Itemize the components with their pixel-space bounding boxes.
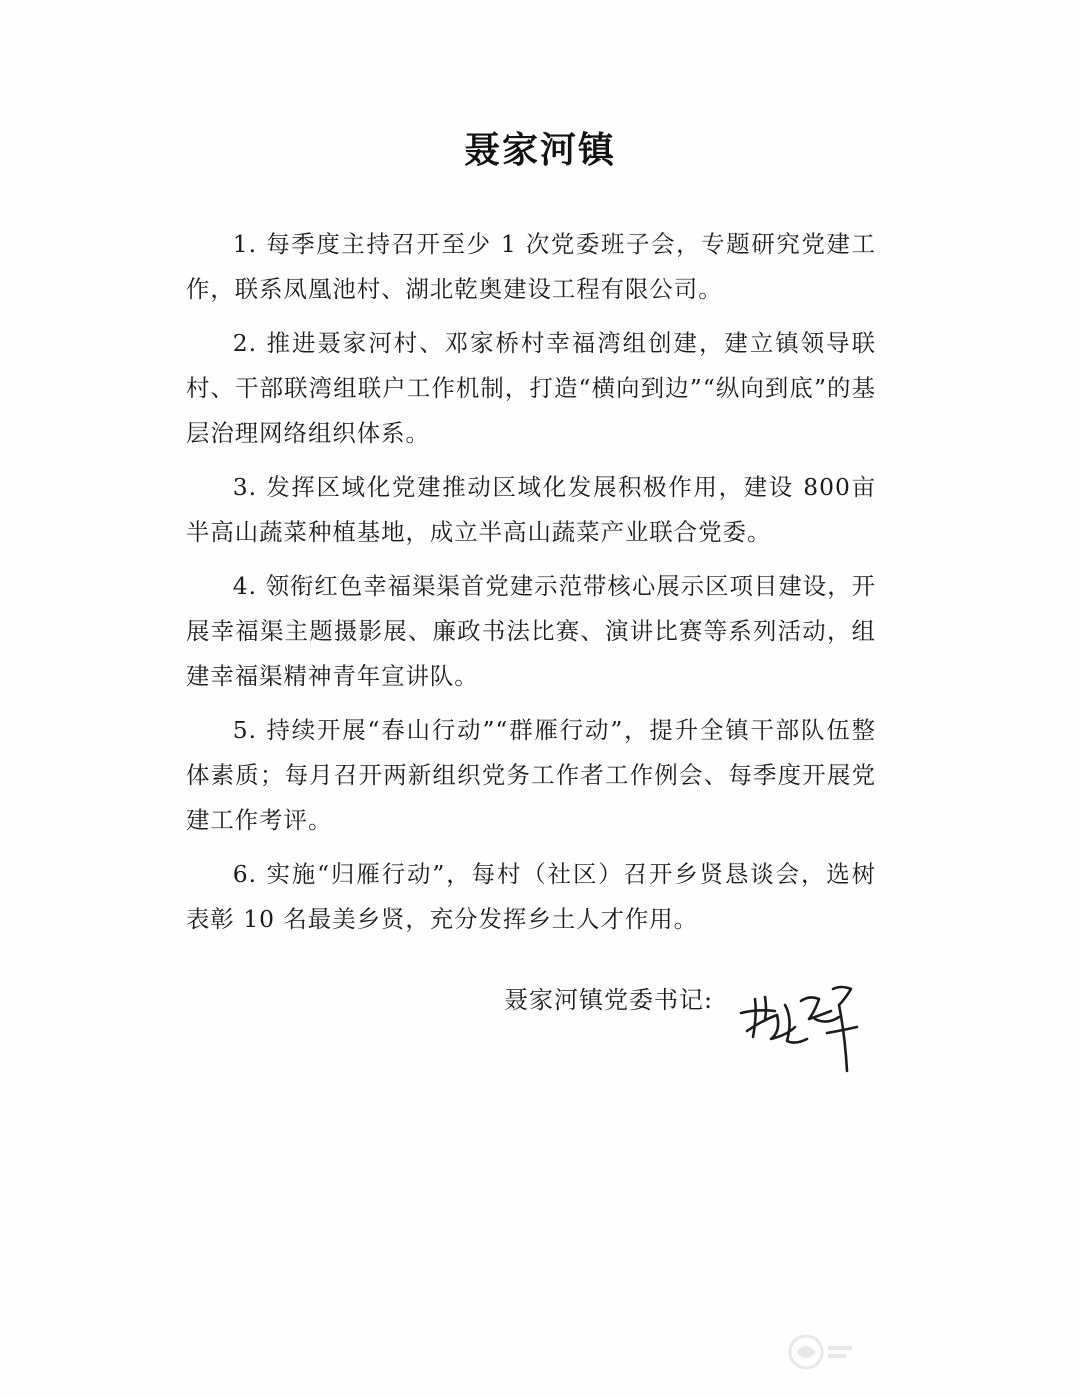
handwritten-signature (735, 975, 865, 1075)
document-title: 聂家河镇 (463, 130, 616, 171)
paragraph-3: 3. 发挥区域化党建推动区域化发展积极作用，建设 800亩半高山蔬菜种植基地，成立半高山蔬菜产业联合党委。 (186, 473, 876, 546)
document-body (186, 222, 876, 951)
watermark-logo (786, 1332, 856, 1372)
paragraph-2: 2. 推进聂家河村、邓家桥村幸福湾组创建，建立镇领导联村、干部联湾组联户工作机制，打造“横向到边”“纵向到底”的基层治理网络组织体系。 (186, 329, 876, 447)
paragraph-4: 4. 领衔红色幸福渠渠首党建示范带核心展示区项目建设，开展幸福渠主题摄影展、廉政书法比赛、演讲比赛等系列活动，组建幸福渠精神青年宣讲队。 (186, 572, 876, 690)
paragraph-5: 5. 持续开展“春山行动”“群雁行动”，提升全镇干部队伍整体素质；每月召开两新组织党务工作者工作例会、每季度开展党建工作考评。 (186, 716, 876, 834)
signature-label: 聂家河镇党委书记: (504, 986, 714, 1014)
paragraph-1: 1. 每季度主持召开至少 1 次党委班子会，专题研究党建工作，联系凤凰池村、湖北乾奥建设工程有限公司。 (186, 230, 876, 303)
paragraph-6: 6. 实施“归雁行动”，每村（社区）召开乡贤恳谈会，选树表彰 10 名最美乡贤，充分发挥乡土人才作用。 (186, 860, 876, 933)
